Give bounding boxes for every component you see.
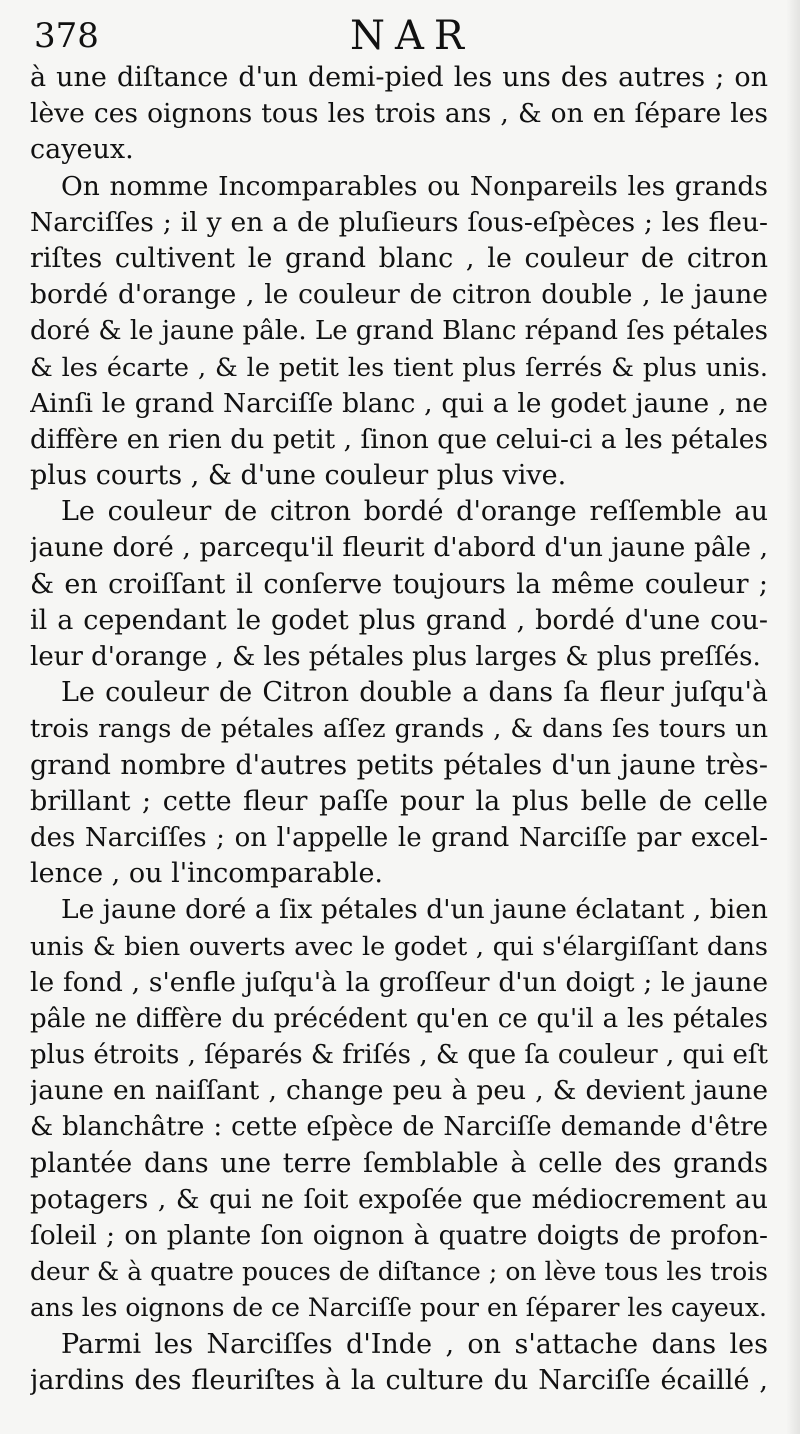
page-header: [34, 14, 770, 60]
text-line: Le couleur de Citron double a dans ſa fleur juſqu'à: [61, 677, 768, 709]
text-line: Parmi les Narciſſes d'Inde , on s'attache dans les: [61, 1328, 768, 1360]
text-line: leur d'orange , & les pétales plus larges & plus preſſés.: [30, 642, 761, 672]
text-line: unis & bien ouverts avec le godet , qui s'élargiſſant dans: [30, 931, 768, 962]
text-line: jaune doré , parcequ'il fleurit d'abord d'un jaune pâle ,: [30, 532, 768, 564]
text-line: trois rangs de pétales aſſez grands , & dans ſes tours un: [30, 714, 768, 745]
text-line: & en croiſſant il conſerve toujours la même couleur ;: [30, 568, 768, 600]
text-line: Ainſi le grand Narciſſe blanc , qui a le godet jaune , ne: [30, 387, 768, 419]
text-line: ſoleil ; on plante ſon oignon à quatre doigts de profon-: [30, 1220, 768, 1251]
text-line: On nomme Incomparables ou Nonpareils les grands: [61, 170, 768, 202]
text-line: jaune en naiſſant , change peu à peu , & devient jaune: [30, 1075, 768, 1107]
text-line: Le couleur de citron bordé d'orange reſſemble au: [61, 496, 768, 528]
text-line: deur & à quatre pouces de diſtance ; on lève tous les trois: [30, 1257, 768, 1287]
text-line: Narciſſes ; il y en a de pluſieurs ſous-eſpèces ; les fleu-: [30, 206, 768, 238]
text-line: cayeux.: [30, 134, 134, 166]
text-line: jardins des fleuriſtes à la culture du Narciſſe écaillé ,: [30, 1364, 768, 1396]
text-line: diffère en rien du petit , ſinon que celui-ci a les pétales: [30, 423, 768, 455]
text-line: à une diſtance d'un demi-pied les uns des autres ; on: [30, 62, 768, 93]
text-line: plantée dans une terre ſemblable à celle des grands: [30, 1147, 768, 1179]
text-line: plus étroits , ſéparés & friſés , & que ſa couleur , qui eſt: [30, 1040, 768, 1071]
text-line: grand nombre d'autres petits pétales d'un jaune très-: [30, 749, 768, 781]
text-line: potagers , & qui ne ſoit expoſée que médiocrement au: [30, 1183, 768, 1215]
page-number: 378: [34, 16, 99, 56]
text-line: bordé d'orange , le couleur de citron double , le jaune: [30, 279, 768, 311]
text-line: doré & le jaune pâle. Le grand Blanc répand ſes pétales: [30, 316, 768, 347]
text-line: lève ces oignons tous les trois ans , & on en ſépare les: [30, 98, 768, 130]
text-line: Le jaune doré a ſix pétales d'un jaune éclatant , bien: [61, 894, 768, 926]
text-line: pâle ne diffère du précédent qu'en ce qu'il a les pétales: [30, 1003, 768, 1034]
text-line: le fond , s'enfle juſqu'à la groſſeur d'un doigt ; le jaune: [30, 966, 768, 998]
running-head: NAR: [349, 13, 474, 59]
text-line: des Narciſſes ; on l'appelle le grand Narciſſe par excel-: [30, 822, 768, 853]
text-line: riſtes cultivent le grand blanc , le couleur de citron: [30, 242, 768, 274]
text-line: plus courts , & d'une couleur plus vive.: [30, 460, 567, 492]
text-line: lence , ou l'incomparable.: [30, 858, 384, 890]
text-line: brillant ; cette fleur paſſe pour la plus belle de celle: [30, 785, 768, 817]
text-line: & blanchâtre : cette eſpèce de Narciſſe demande d'être: [30, 1112, 768, 1143]
text-line: ans les oignons de ce Narciſſe pour en ſéparer les cayeux.: [30, 1293, 767, 1323]
body-text: [30, 60, 768, 1399]
text-line: il a cependant le godet plus grand , bordé d'une cou-: [30, 604, 768, 636]
text-line: & les écarte , & le petit les tient plus ſerrés & plus unis.: [30, 352, 768, 383]
